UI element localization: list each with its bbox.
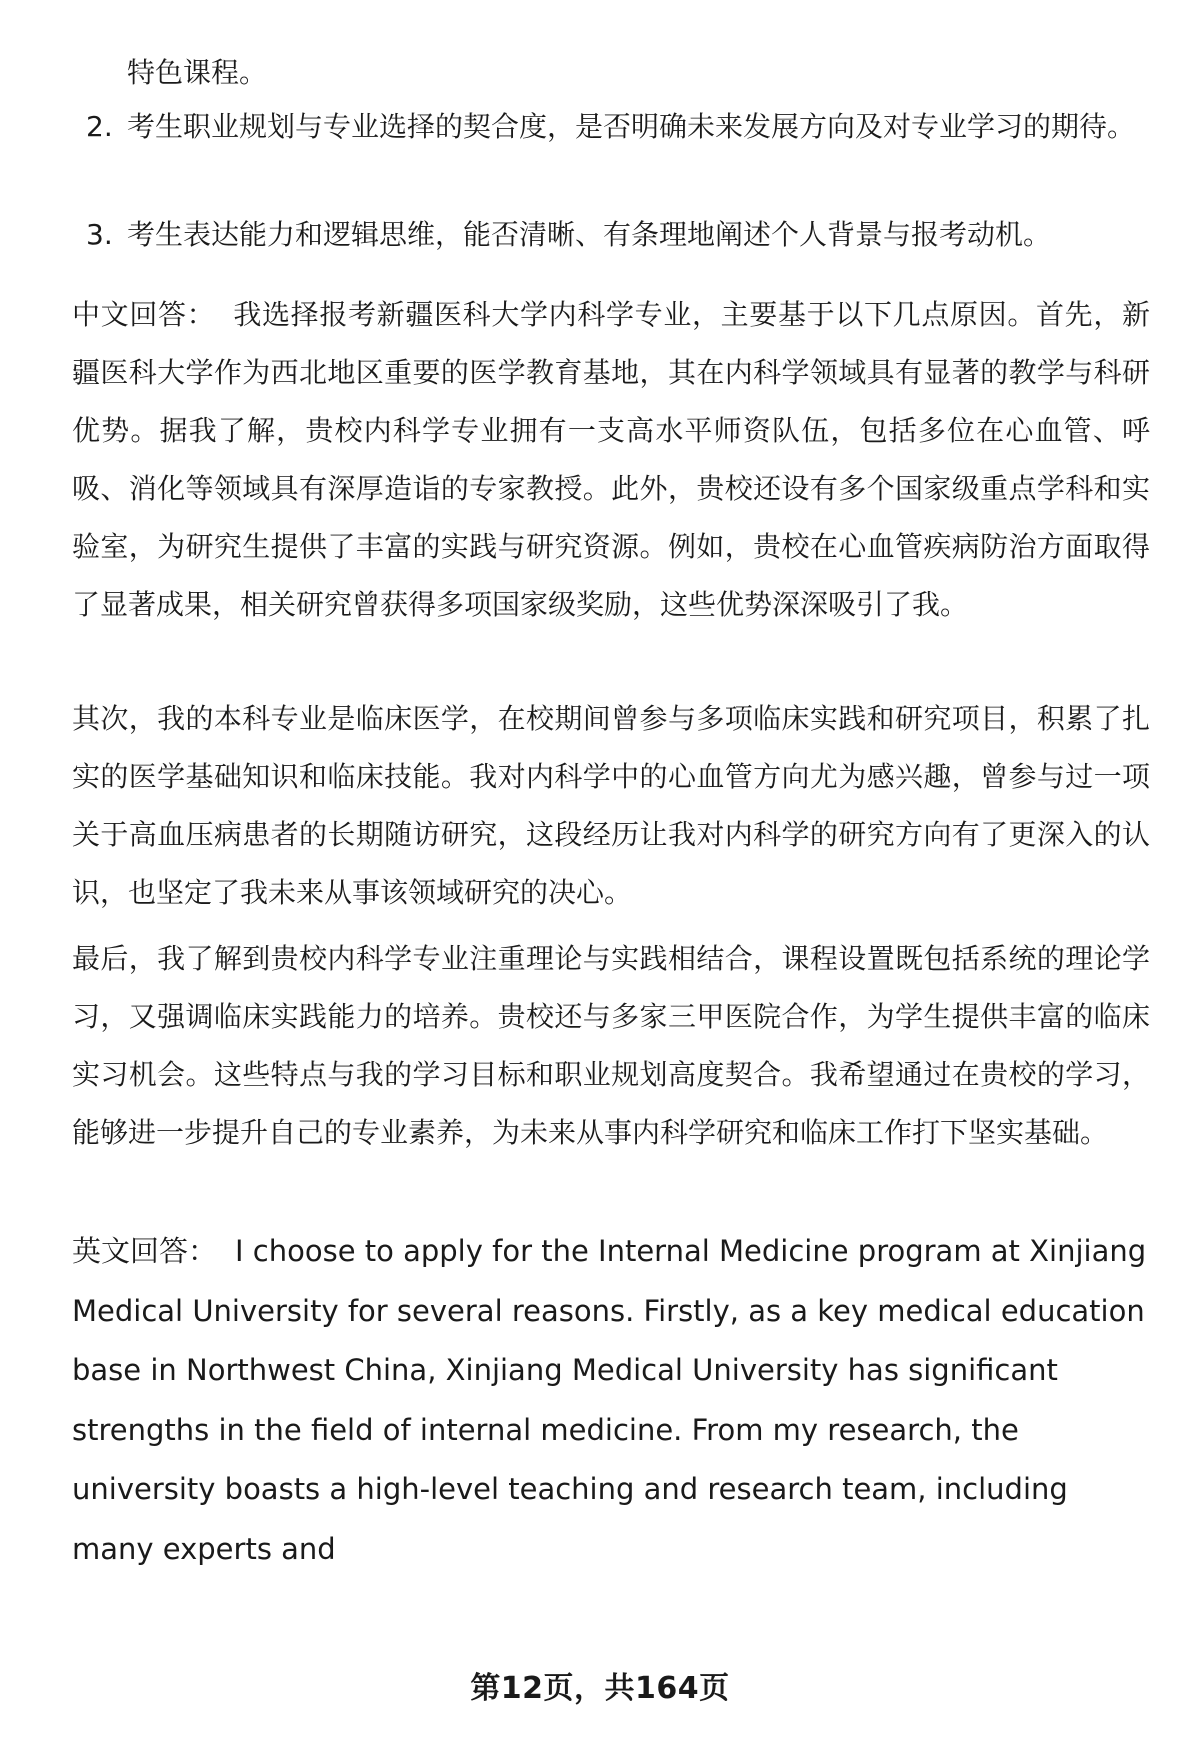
list-item-number: 2. [86,110,113,143]
answer-cn-paragraph-3 [72,930,1150,1162]
answer-cn-label: 中文回答： [72,298,216,331]
paragraph-text: 其次，我的本科专业是临床医学，在校期间曾参与多项临床实践和研究项目，积累了扎实的医学基础知识和临床技能。我对内科学中的心血管方向尤为感兴趣，曾参与过一项关于高血压病患者的长期随访研究，这段经历让我对内科学的研究方向有了更深入的认识，也坚定了我未来从事该领域研究的决心。 [72,702,1150,909]
paragraph-text: 我选择报考新疆医科大学内科学专业，主要基于以下几点原因。首先，新疆医科大学作为西北地区重要的医学教育基地，其在内科学领域具有显著的教学与科研优势。据我了解，贵校内科学专业拥有一支高水平师资队伍，包括多位在心血管、呼吸、消化等领域具有深厚造诣的专家教授。此外，贵校还设有多个国家级重点学科和实验室，为研究生提供了丰富的实践与研究资源。例如，贵校在心血管疾病防治方面取得了显著成果，相关研究曾获得多项国家级奖励，这些优势深深吸引了我。 [72,298,1150,621]
list-item-text: 特色课程。 [127,56,268,89]
paragraph-text: 最后，我了解到贵校内科学专业注重理论与实践相结合，课程设置既包括系统的理论学习，又强调临床实践能力的培养。贵校还与多家三甲医院合作，为学生提供丰富的临床实习机会。这些特点与我的学习目标和职业规划高度契合。我希望通过在贵校的学习，能够进一步提升自己的专业素养，为未来从事内科学研究和临床工作打下坚实基础。 [72,942,1150,1149]
answer-cn-paragraph-2 [72,690,1150,922]
paragraph-text: I choose to apply for the Internal Medicine program at Xinjiang Medical University for several reasons. Firstly, as a key medical education base in Northwest China, Xinjiang Medical University has significant strengths in the field of internal medicine. From my research, the university boasts a high-level teaching and research team, including many experts and [72,1234,1147,1566]
answer-en-label: 英文回答： [72,1234,218,1268]
page-number: 第12页，共164页 [470,1671,730,1706]
list-item [86,98,1146,214]
list-item-text: 考生职业规划与专业选择的契合度，是否明确未来发展方向及对专业学习的期待。 [127,110,1136,143]
list-item-text: 考生表达能力和逻辑思维，能否清晰、有条理地阐述个人背景与报考动机。 [127,218,1052,251]
list-item-number: 3. [86,218,113,251]
answer-cn-paragraph-1 [72,286,1150,634]
answer-en-paragraph [72,1222,1150,1579]
